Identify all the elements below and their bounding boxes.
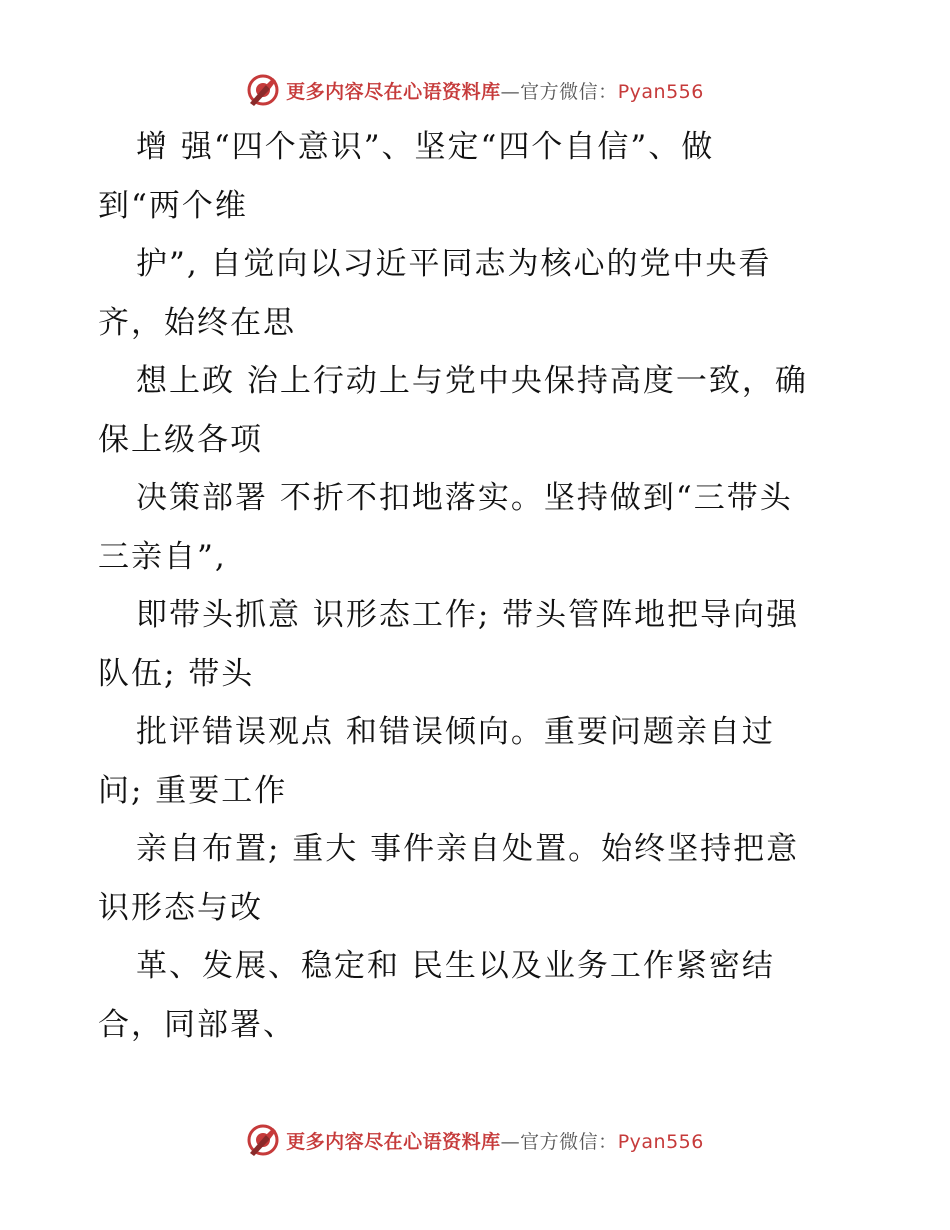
body-line: 革、发展、稳定和 民生以及业务工作紧密结 [136,948,775,984]
body-line: 决策部署 不折不扣地落实。坚持做到“三带头 [136,480,793,516]
body-line: 批评错误观点 和错误倾向。重要问题亲自过 [136,714,775,750]
body-line: 增 强“四个意识”、坚定“四个自信”、做 [136,129,715,165]
body-line: 问; 重要工作 [98,772,288,809]
body-line: 即带头抓意 识形态工作; 带头管阵地把导向强 [136,597,800,633]
pen-logo-icon [246,1123,280,1157]
body-line: 护”, 自觉向以习近平同志为核心的党中央看 [136,246,772,282]
body-line: 想上政 治上行动上与党中央保持高度一致，确 [136,363,808,399]
footer-banner-text: 更多内容尽在心语资料库—官方微信：Pyan556 [286,1130,704,1153]
body-line: 识形态与改 [98,889,263,926]
body-line: 齐，始终在思 [98,304,296,341]
footer-banner [0,1120,950,1160]
body-line: 到“两个维 [98,187,248,224]
body-line: 保上级各项 [98,421,263,458]
document-body [98,118,858,1054]
body-line: 队伍; 带头 [98,655,255,692]
pen-logo-icon [246,73,280,107]
body-line: 亲自布置; 重大 事件亲自处置。始终坚持把意 [136,831,800,867]
body-line: 合，同部署、 [98,1006,296,1043]
body-line: 三亲自”, [98,538,227,575]
header-banner [0,70,950,110]
header-banner-text: 更多内容尽在心语资料库—官方微信：Pyan556 [286,80,704,103]
